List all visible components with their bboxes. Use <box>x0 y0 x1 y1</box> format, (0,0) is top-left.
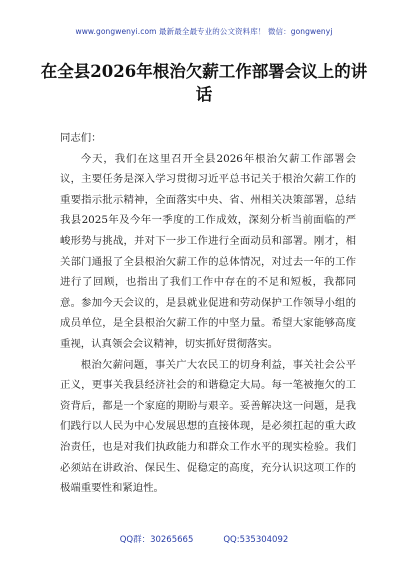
qq-number: QQ:535304092 <box>223 535 289 545</box>
site-header: www.gongwenyi.com 最新最全最专业的公文资料库！ 微信：gongwenyj <box>75 27 333 36</box>
site-footer <box>0 533 408 545</box>
salutation: 同志们： <box>60 132 102 144</box>
paragraph-1: 今天，我们在这里召开全县2026年根治欠薪工作部署会议，主要任务是深入学习贯彻习近平总书记关于根治欠薪工作的重要指示批示精神，全面落实中央、省、州相关决策部署，总结我县2025年及今年一季度的工作成效，深刻分析当前面临的严峻形势与挑战，并对下一步工作进行全面动员和部署。刚才，相关部门通报了全县根治欠薪工作的总体情况，对过去一年的工作进行了回顾，也指出了我们工作中存在的不足和短板，我都同意。参加今天会议的，是县就业促进和劳动保护工作领导小组的成员单位，是全县根治欠薪工作的中坚力量。希望大家能够高度重视，认真领会会议精神，切实抓好贯彻落实。 <box>60 152 356 350</box>
paragraph-2: 根治欠薪问题，事关广大农民工的切身利益，事关社会公平正义，更事关我县经济社会的和谐稳定大局。每一笔被拖欠的工资背后，都是一个家庭的期盼与艰辛。妥善解决这一问题，是我们践行以人民为中心发展思想的直接体现，是必须扛起的重大政治责任，也是对我们执政能力和群众工作水平的现实检验。我们必须站在讲政治、保民生、促稳定的高度，充分认识这项工作的极端重要性和紧迫性。 <box>60 358 356 495</box>
document-body <box>60 128 356 499</box>
qq-group-number: QQ群：30265665 <box>119 535 194 545</box>
page-title: 在全县2026年根治欠薪工作部署会议上的讲话 <box>40 62 368 104</box>
